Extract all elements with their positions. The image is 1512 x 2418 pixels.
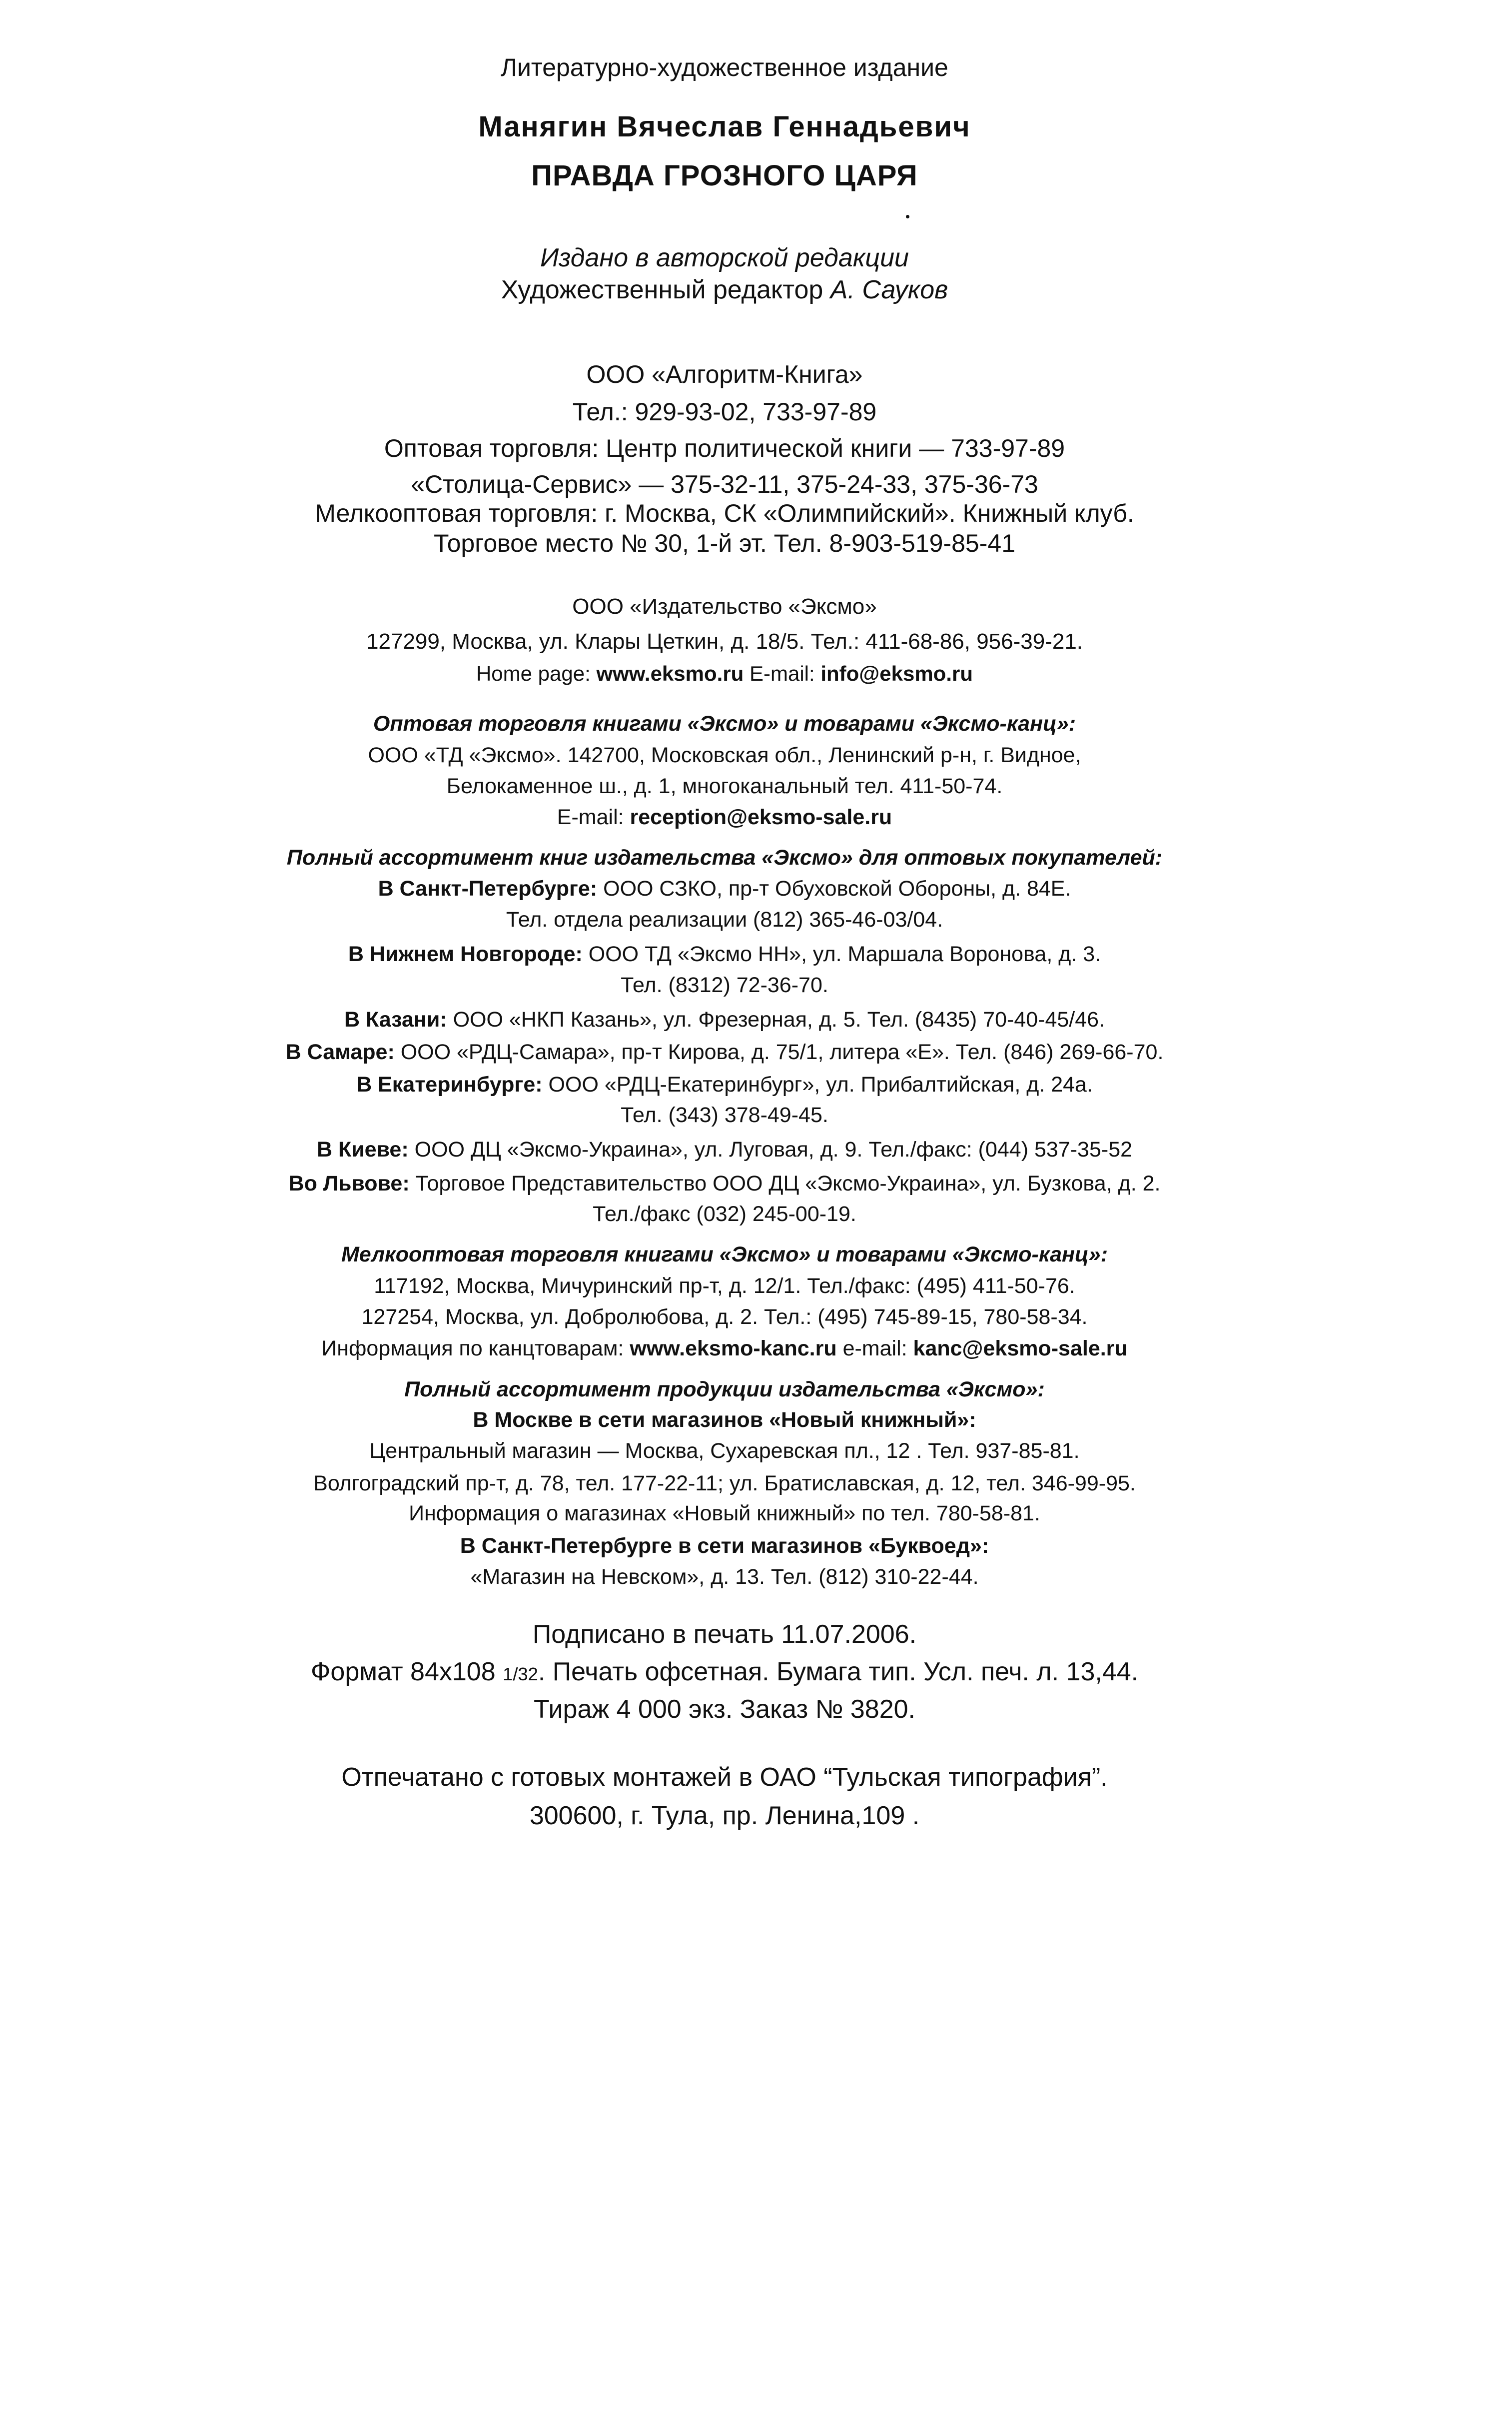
home-page-label: Home page: [476, 662, 597, 685]
eksmo-address: 127299, Москва, ул. Клары Цеткин, д. 18/5. Тел.: 411-68-86, 956-39-21. [366, 629, 1083, 654]
kazan-label: В Казани: [344, 1008, 453, 1032]
samara-label: В Самаре: [285, 1040, 401, 1064]
algoritm-trade-place: Торговое место № 30, 1-й эт. Тел. 8-903-519-85-41 [433, 529, 1015, 557]
wholesale-email [65, 806, 1384, 829]
ekb-label: В Екатеринбурге: [356, 1073, 549, 1097]
stationery-site-link[interactable]: www.eksmo-kanc.ru [630, 1336, 837, 1360]
moscow-line1: Центральный магазин — Москва, Сухаревская пл., 12 . Тел. 937-85-81. [369, 1439, 1080, 1463]
art-editor-name: А. Сауков [830, 275, 948, 304]
kiev-text: ООО ДЦ «Эксмо-Украина», ул. Луговая, д. 9. Тел./факс: (044) 537-35-52 [414, 1138, 1133, 1162]
samara-text: ООО «РДЦ-Самара», пр-т Кирова, д. 75/1, литера «Е». Тел. (846) 269-66-70. [400, 1040, 1164, 1064]
ekb-phone: Тел. (343) 378-49-45. [621, 1103, 828, 1127]
book-title: ПРАВДА ГРОЗНОГО ЦАРЯ [531, 159, 918, 192]
spb-text: ООО СЗКО, пр-т Обуховской Обороны, д. 84Е. [603, 877, 1071, 901]
wholesale-line1: ООО «ТД «Эксмо». 142700, Московская обл., Ленинский р-н, г. Видное, [368, 743, 1081, 767]
nn-label: В Нижнем Новгороде: [348, 942, 589, 966]
algoritm-wholesale: Оптовая торговля: Центр политической книги — 733-97-89 [384, 434, 1065, 462]
home-page-link[interactable]: www.eksmo.ru [596, 662, 744, 685]
moscow-line3: Информация о магазинах «Новый книжный» по тел. 780-58-81. [409, 1501, 1040, 1525]
spb-stores-heading: В Санкт-Петербурге в сети магазинов «Буквоед»: [460, 1534, 989, 1558]
small-wholesale-line1: 117192, Москва, Мичуринский пр-т, д. 12/1. Тел./факс: (495) 411-50-76. [374, 1274, 1075, 1298]
lviv-phone: Тел./факс (032) 245-00-19. [593, 1202, 856, 1226]
stationery-email-link[interactable]: kanc@eksmo-sale.ru [913, 1336, 1128, 1360]
eksmo-web [65, 662, 1384, 685]
printer-line1: Отпечатано с готовых монтажей в ОАО “Тульская типография”. [341, 1763, 1108, 1792]
assortment-retail-heading: Полный ассортимент продукции издательства «Эксмо»: [404, 1377, 1045, 1401]
small-wholesale-heading: Мелкооптовая торговля книгами «Эксмо» и товарами «Эксмо-канц»: [341, 1242, 1108, 1266]
nn-phone: Тел. (8312) 72-36-70. [621, 973, 828, 997]
algoritm-stolitsa: «Столица-Сервис» — 375-32-11, 375-24-33, 375-36-73 [411, 470, 1038, 498]
kazan-row [65, 1008, 1384, 1032]
wholesale-email-link[interactable]: reception@eksmo-sale.ru [630, 805, 892, 829]
lviv-row [65, 1172, 1384, 1196]
spb-phone: Тел. отдела реализации (812) 365-46-03/04. [506, 908, 943, 932]
moscow-line2: Волгоградский пр-т, д. 78, тел. 177-22-11; ул. Братиславская, д. 12, тел. 346-99-95. [313, 1471, 1136, 1495]
kiev-row [65, 1138, 1384, 1162]
kazan-text: ООО «НКП Казань», ул. Фрезерная, д. 5. Тел. (8435) 70-40-45/46. [453, 1008, 1105, 1032]
assortment-wholesale-heading: Полный ассортимент книг издательства «Эксмо» для оптовых покупателей: [286, 846, 1163, 870]
eksmo-email-label: E-mail: [744, 662, 821, 685]
wholesale-line2: Белокаменное ш., д. 1, многоканальный тел. 411-50-74. [446, 774, 1003, 798]
algoritm-company: ООО «Алгоритм-Книга» [586, 360, 863, 388]
lviv-label: Во Львове: [288, 1172, 416, 1196]
stray-dot [906, 215, 909, 218]
wholesale-email-label: E-mail: [557, 805, 630, 829]
format-part-b: . Печать офсетная. Бумага тип. Усл. печ. л. 13,44. [538, 1657, 1139, 1686]
spb-stores-line1: «Магазин на Невском», д. 13. Тел. (812) 310-22-44. [470, 1565, 979, 1589]
spb-row [65, 877, 1384, 901]
spb-label: В Санкт-Петербурге: [378, 877, 604, 901]
author-name: Манягин Вячеслав Геннадьевич [478, 110, 971, 143]
samara-row [65, 1041, 1384, 1064]
algoritm-small-wholesale: Мелкооптовая торговля: г. Москва, СК «Олимпийский». Книжный клуб. [315, 499, 1134, 527]
small-wholesale-line2: 127254, Москва, ул. Добролюбова, д. 2. Тел.: (495) 745-89-15, 780-58-34. [361, 1305, 1088, 1329]
art-editor [65, 276, 1384, 304]
nn-text: ООО ТД «Эксмо НН», ул. Маршала Воронова, д. 3. [588, 942, 1101, 966]
eksmo-company: ООО «Издательство «Эксмо» [572, 594, 877, 619]
format-fraction: 1/32 [503, 1664, 538, 1684]
format-part-a: Формат 84х108 [310, 1657, 503, 1686]
art-editor-label: Художественный редактор [501, 275, 830, 304]
stationery-info-label: Информация по канцтоварам: [321, 1336, 630, 1360]
edition-type: Литературно-художественное издание [501, 53, 948, 81]
printer-line2: 300600, г. Тула, пр. Ленина,109 . [529, 1801, 920, 1830]
ekb-row [65, 1073, 1384, 1097]
eksmo-email-link[interactable]: info@eksmo.ru [820, 662, 973, 685]
lviv-text: Торговое Представительство ООО ДЦ «Эксмо-Украина», ул. Бузкова, д. 2. [415, 1172, 1161, 1196]
nn-row [65, 943, 1384, 966]
stationery-info [65, 1337, 1384, 1360]
print-run: Тираж 4 000 экз. Заказ № 3820. [534, 1695, 915, 1724]
print-format [65, 1658, 1384, 1686]
ekb-text: ООО «РДЦ-Екатеринбург», ул. Прибалтийская, д. 24а. [548, 1073, 1093, 1097]
kiev-label: В Киеве: [316, 1138, 415, 1162]
algoritm-phones: Тел.: 929-93-02, 733-97-89 [572, 398, 877, 426]
editorial-note: Издано в авторской редакции [540, 243, 909, 272]
wholesale-heading: Оптовая торговля книгами «Эксмо» и товарами «Эксмо-канц»: [373, 712, 1076, 736]
stationery-email-label: e-mail: [836, 1336, 913, 1360]
signed-to-print: Подписано в печать 11.07.2006. [532, 1620, 917, 1649]
moscow-stores-heading: В Москве в сети магазинов «Новый книжный»: [473, 1408, 976, 1432]
